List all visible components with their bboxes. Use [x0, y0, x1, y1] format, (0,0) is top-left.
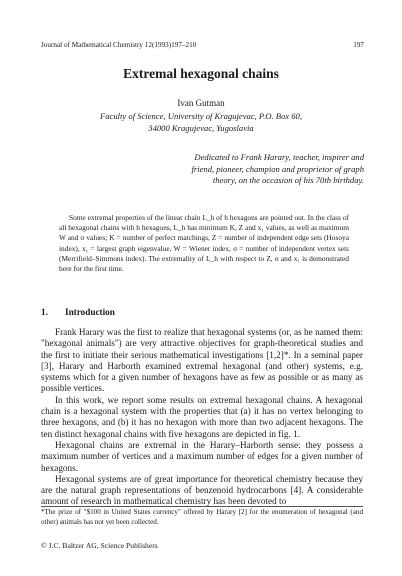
- copyright-notice: © J.C. Baltzer AG, Science Publishers: [41, 541, 158, 550]
- affiliation-line-2: 34000 Kragujevac, Yugoslavia: [148, 122, 254, 133]
- paragraph-2: In this work, we report some results on extremal hexagonal chains. A hexagonal chain is a hexagonal system with the properties that (a) it has no vertex belonging to three hexagons, and (b) it has no hexagon with more than two adjacent hexagons. The ten distinct hexagonal chains with five hexagons are depicted in fig. 1.: [41, 394, 363, 439]
- dedication-line-1: Dedicated to Frank Harary, teacher, inspirer and: [194, 152, 364, 162]
- paragraph-3: Hexagonal chains are extremal in the Harary–Harborth sense: they possess a maximum number of vertices and a maximum number of edges for a given number of hexagons.: [41, 439, 363, 473]
- body-text: [41, 327, 363, 508]
- author-name: Ivan Gutman: [177, 98, 225, 108]
- dedication-line-3: theory, on the occasion of his 70th birthday.: [212, 175, 364, 185]
- dedication: [149, 152, 364, 187]
- journal-citation: Journal of Mathematical Chemistry 12(1993)197–210: [41, 41, 197, 49]
- section-heading: [41, 307, 115, 317]
- footnote: *The prize of "$100 in United States currency" offered by Harary [2] for the enumeration of hexagonal (and other) animals has not yet been collected.: [41, 508, 363, 526]
- paragraph-1: Frank Harary was the first to realize that hexagonal systems (or, as he named them: "hexagonal animals") are very attractive objectives for graph-theoretical studies and the first to initiate their serious mathematical investigations [1,2]*. In a seminal paper [3], Harary and Harborth examined extremal hexagonal (and other) systems, e.g. systems which for a given number of hexagons have as few as possible or as many as possible vertices.: [41, 327, 363, 394]
- paragraph-4: Hexagonal systems are of great importance for theoretical chemistry because they are the natural graph representations of benzenoid hydrocarbons [4]. A considerable amount of research in mathematical chemistry has been devoted to: [41, 473, 363, 507]
- affiliation-line-1: Faculty of Science, University of Kragujevac, P.O. Box 60,: [100, 111, 302, 121]
- article-title: Extremal hexagonal chains: [123, 66, 279, 81]
- dedication-line-2: friend, pioneer, champion and proprietor of graph: [191, 163, 364, 174]
- abstract: [59, 213, 349, 274]
- section-title: Introduction: [65, 307, 115, 317]
- abstract-text: Some extremal properties of the linear chain L_h of h hexagons are pointed out. In the class of all hexagonal chains with h hexagons, L_h has minimum K, Z and x₁ values, as well as maximum W and σ values; K = number of perfect matchings, Z = number of independent edge sets (Hosoya index), x₁ = largest graph eigenvalue, W = Wiener index, σ = number of independent vertex sets (Merrifield–Simmons index). The extremality of L_h with respect to Z, σ and x₁ is demonstrated here for the first time.: [59, 213, 349, 274]
- running-header: [41, 41, 364, 49]
- section-number: 1.: [41, 307, 48, 317]
- footnote-rule: [41, 506, 363, 507]
- affiliation: [0, 111, 402, 134]
- page-number: 197: [353, 41, 364, 49]
